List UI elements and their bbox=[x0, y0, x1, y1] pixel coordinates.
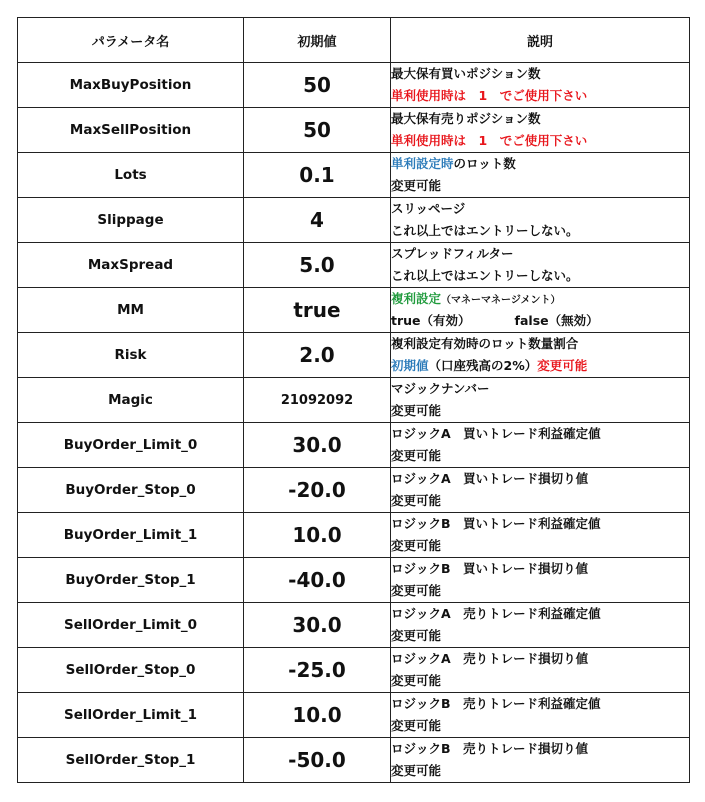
param-value: 50 bbox=[244, 63, 391, 108]
param-name: BuyOrder_Limit_1 bbox=[18, 513, 244, 558]
desc-line: これ以上ではエントリーしない。 bbox=[391, 268, 579, 283]
param-name: BuyOrder_Stop_0 bbox=[18, 468, 244, 513]
table-row bbox=[18, 558, 690, 603]
desc-line: 最大保有買いポジション数 bbox=[391, 66, 541, 81]
param-value: 50 bbox=[244, 108, 391, 153]
desc-line: 変更可能 bbox=[391, 718, 442, 733]
desc-text: （マネーマネージメント） bbox=[441, 295, 561, 306]
desc-note: 単利使用時は 1 でご使用下さい bbox=[391, 88, 588, 103]
param-description bbox=[391, 153, 690, 198]
desc-line: 変更可能 bbox=[391, 763, 442, 778]
desc-line: 変更可能 bbox=[391, 178, 442, 193]
table-row bbox=[18, 603, 690, 648]
header-description: 説明 bbox=[391, 18, 690, 63]
desc-line: スプレッドフィルター bbox=[391, 246, 514, 261]
param-description bbox=[391, 63, 690, 108]
table-row bbox=[18, 738, 690, 783]
param-value: -20.0 bbox=[244, 468, 391, 513]
param-value: 0.1 bbox=[244, 153, 391, 198]
desc-line: ロジックB 買いトレード利益確定値 bbox=[391, 516, 601, 531]
desc-option-true: true（有効） bbox=[391, 313, 471, 328]
table-row bbox=[18, 153, 690, 198]
header-initial-value: 初期値 bbox=[244, 18, 391, 63]
param-value: 30.0 bbox=[244, 423, 391, 468]
param-description bbox=[391, 378, 690, 423]
desc-line bbox=[391, 310, 689, 332]
desc-line bbox=[391, 288, 689, 310]
param-description bbox=[391, 738, 690, 783]
table-row bbox=[18, 468, 690, 513]
desc-line: ロジックA 買いトレード損切り値 bbox=[391, 471, 589, 486]
param-value: 10.0 bbox=[244, 513, 391, 558]
param-name: SellOrder_Stop_1 bbox=[18, 738, 244, 783]
param-description bbox=[391, 513, 690, 558]
param-name: BuyOrder_Limit_0 bbox=[18, 423, 244, 468]
desc-highlight: 複利設定 bbox=[391, 291, 442, 306]
param-value: 5.0 bbox=[244, 243, 391, 288]
param-description bbox=[391, 648, 690, 693]
table-row bbox=[18, 378, 690, 423]
desc-line: ロジックA 買いトレード利益確定値 bbox=[391, 426, 601, 441]
table-row bbox=[18, 198, 690, 243]
desc-highlight: 単利設定時 bbox=[391, 156, 454, 171]
table-row bbox=[18, 648, 690, 693]
table-row bbox=[18, 108, 690, 153]
desc-line bbox=[391, 355, 689, 377]
desc-line: 変更可能 bbox=[391, 448, 442, 463]
param-value: -40.0 bbox=[244, 558, 391, 603]
desc-line: ロジックA 売りトレード損切り値 bbox=[391, 651, 589, 666]
desc-note: 変更可能 bbox=[537, 358, 588, 373]
param-description bbox=[391, 558, 690, 603]
param-value: 10.0 bbox=[244, 693, 391, 738]
param-description bbox=[391, 198, 690, 243]
desc-line: 複利設定有効時のロット数量割合 bbox=[391, 336, 579, 351]
param-name: SellOrder_Limit_1 bbox=[18, 693, 244, 738]
param-description bbox=[391, 423, 690, 468]
param-name: MaxSellPosition bbox=[18, 108, 244, 153]
param-name: Risk bbox=[18, 333, 244, 378]
desc-line: 変更可能 bbox=[391, 628, 442, 643]
param-description bbox=[391, 108, 690, 153]
header-param-name: パラメータ名 bbox=[18, 18, 244, 63]
param-name: Lots bbox=[18, 153, 244, 198]
desc-line: 変更可能 bbox=[391, 673, 442, 688]
desc-option-false: false（無効） bbox=[514, 313, 599, 328]
param-name: Slippage bbox=[18, 198, 244, 243]
table-row bbox=[18, 63, 690, 108]
desc-line: 変更可能 bbox=[391, 493, 442, 508]
desc-line: 変更可能 bbox=[391, 538, 442, 553]
desc-text: （口座残高の2%） bbox=[428, 358, 538, 373]
param-value: -25.0 bbox=[244, 648, 391, 693]
param-description bbox=[391, 243, 690, 288]
desc-line: ロジックB 買いトレード損切り値 bbox=[391, 561, 589, 576]
desc-highlight: 初期値 bbox=[391, 358, 429, 373]
desc-line: ロジックA 売りトレード利益確定値 bbox=[391, 606, 601, 621]
table-row bbox=[18, 513, 690, 558]
table-row bbox=[18, 288, 690, 333]
desc-line: ロジックB 売りトレード損切り値 bbox=[391, 741, 589, 756]
param-name: MaxSpread bbox=[18, 243, 244, 288]
param-value: -50.0 bbox=[244, 738, 391, 783]
param-value: true bbox=[244, 288, 391, 333]
desc-line: これ以上ではエントリーしない。 bbox=[391, 223, 579, 238]
param-description bbox=[391, 288, 690, 333]
param-name: SellOrder_Stop_0 bbox=[18, 648, 244, 693]
desc-line: 変更可能 bbox=[391, 403, 442, 418]
desc-line bbox=[391, 153, 689, 175]
parameter-table bbox=[17, 17, 690, 783]
desc-line: 変更可能 bbox=[391, 583, 442, 598]
table-header-row bbox=[18, 18, 690, 63]
param-name: BuyOrder_Stop_1 bbox=[18, 558, 244, 603]
desc-line: スリッページ bbox=[391, 201, 466, 216]
param-name: Magic bbox=[18, 378, 244, 423]
table-row bbox=[18, 423, 690, 468]
param-value: 30.0 bbox=[244, 603, 391, 648]
table-row bbox=[18, 243, 690, 288]
param-description bbox=[391, 333, 690, 378]
param-description bbox=[391, 603, 690, 648]
desc-line: 最大保有売りポジション数 bbox=[391, 111, 541, 126]
table-row bbox=[18, 333, 690, 378]
desc-note: 単利使用時は 1 でご使用下さい bbox=[391, 133, 588, 148]
table-row bbox=[18, 693, 690, 738]
desc-line: マジックナンバー bbox=[391, 381, 490, 396]
param-name: MM bbox=[18, 288, 244, 333]
param-value: 4 bbox=[244, 198, 391, 243]
param-description bbox=[391, 693, 690, 738]
param-value: 21092092 bbox=[244, 378, 391, 423]
param-name: MaxBuyPosition bbox=[18, 63, 244, 108]
param-name: SellOrder_Limit_0 bbox=[18, 603, 244, 648]
desc-line: ロジックB 売りトレード利益確定値 bbox=[391, 696, 601, 711]
param-value: 2.0 bbox=[244, 333, 391, 378]
param-description bbox=[391, 468, 690, 513]
desc-text: のロット数 bbox=[453, 156, 516, 171]
